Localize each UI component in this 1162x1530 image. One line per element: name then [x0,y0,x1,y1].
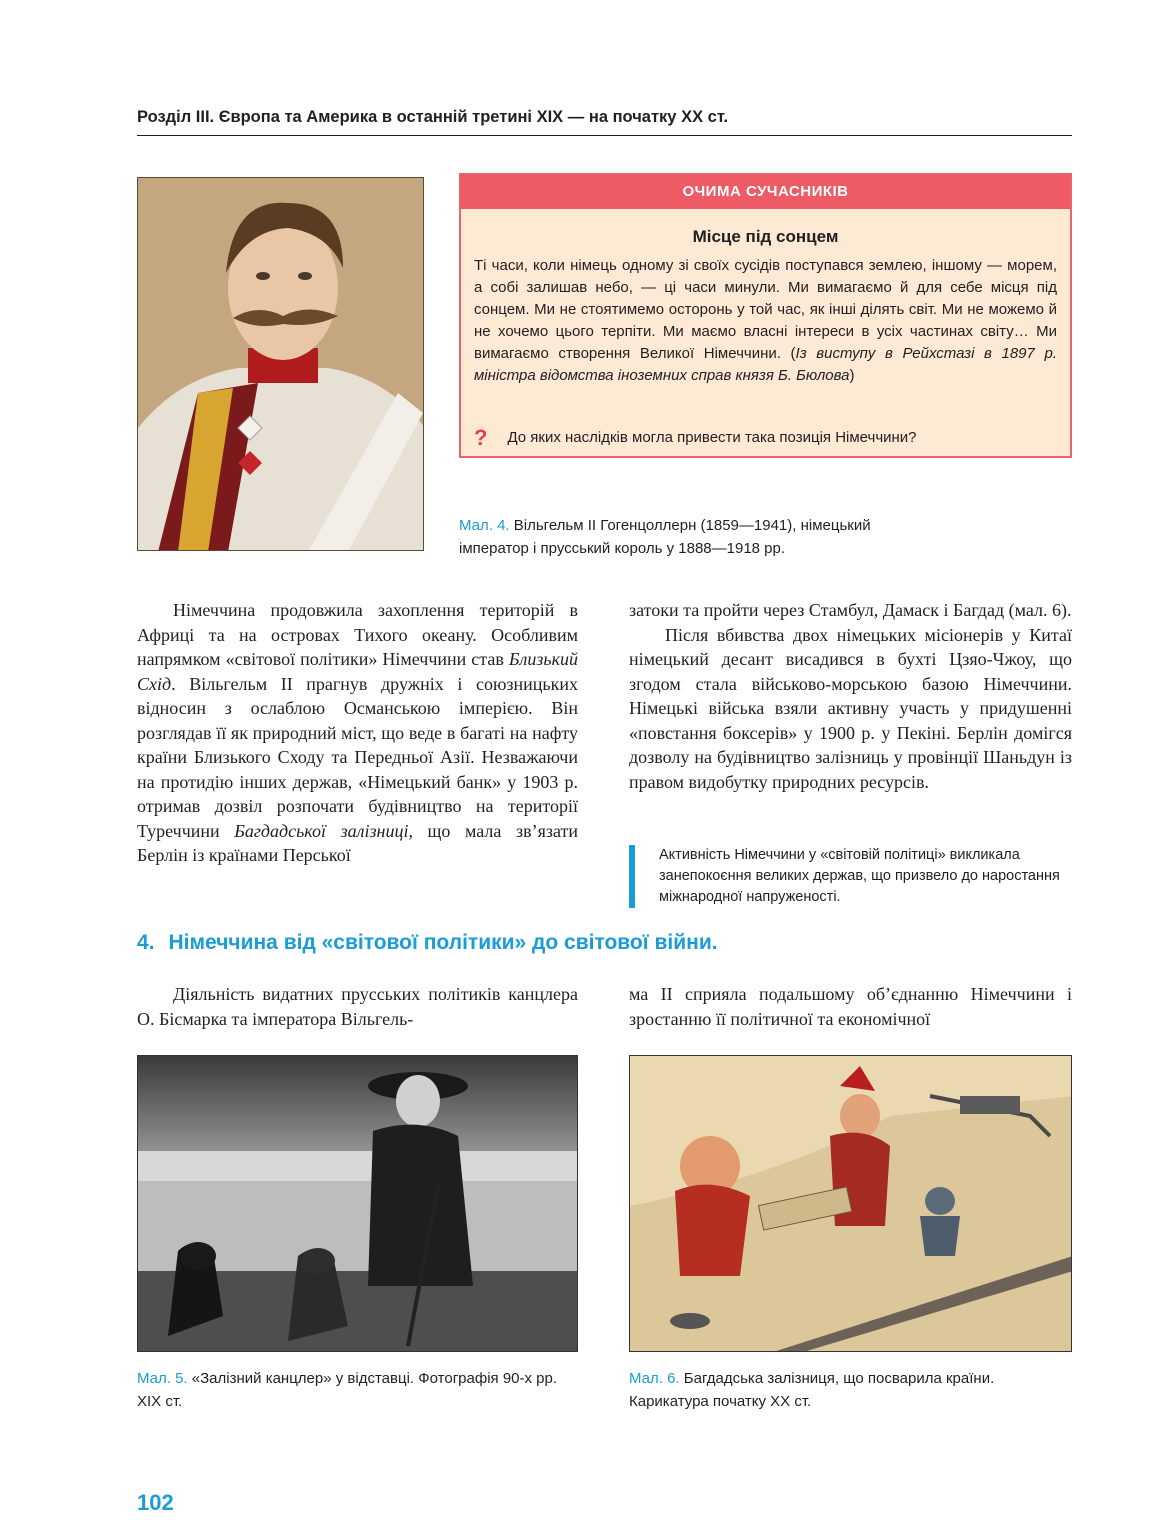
right-column [629,598,1072,794]
sidebar-question [474,425,1057,451]
fig4-caption [459,514,939,560]
fig4-label: Мал. 4. [459,517,510,534]
quote-source: Із виступу в Рейхстазі в 1897 р. міністра відомства іноземних справ князя Б. Бюлова [474,345,1057,384]
page-number: 102 [137,1490,174,1515]
fig4-text: Вільгельм ІІ Гогенцоллерн (1859—1941), німецький імператор і прусський король у 1888—1918 рр. [459,517,871,557]
sidebar-quote [474,255,1057,387]
sidebar-header: ОЧИМА СУЧАСНИКІВ [461,175,1070,209]
left-column [137,598,578,868]
fig5-label: Мал. 5. [137,1370,188,1387]
left-paragraph [137,598,578,868]
fig6-text: Багдадська залізниця, що посварила країни. Карикатура початку ХХ ст. [629,1370,995,1410]
section-left-column [137,982,578,1031]
contemporaries-sidebar [459,173,1072,458]
left-text-b: . Вільгельм ІІ прагнув дружніх і союзницьких відносин з ослаблою Османською імперією. Він розглядав її як природний міст, що веде в багаті на нафту країни Близького Сходу та Передньої Азії. Незважаючи на протидію інших держав, «Німецький банк» у 1903 р. отримав дозвіл розпочати будівництво на території Туреччини [137,673,578,841]
right-paragraph-1: затоки та пройти через Стамбул, Дамаск і Багдад (мал. 6). [629,600,1072,620]
running-head: Розділ ІІІ. Європа та Америка в останній третині ХІХ — на початку ХХ ст. [137,108,1072,136]
fig5-caption [137,1367,578,1413]
left-text-c: , що мала зв’язати Берлін із країнами Перської [137,820,579,865]
fig6-label: Мал. 6. [629,1370,680,1387]
right-paragraph-2: Після вбивства двох німецьких місіонерів у Китаї німецький десант висадився в бухті Цзяо-Чжоу, що згодом стала військово-морською базою Німеччини. Німецькі війська взяли активну участь у придушенні «повстання боксерів» у 1900 р. у Пекіні. Берлін домігся дозволу на будівництво залізниць у провінції Шаньдун із правом видобутку природних ресурсів. [629,624,1072,792]
summary-note: Активність Німеччини у «світовій політиці» викликала занепокоєння великих держав, що призвело до наростання міжнародної напруженості. [629,845,1072,908]
sidebar-title: Місце під сонцем [692,227,839,246]
quote-source-close: ) [849,367,855,384]
section-right-column [629,982,1072,1031]
section-heading [137,931,718,955]
section-number: 4. [137,931,155,954]
left-text-a: Німеччина продовжила захоплення територій в Африці та на островах Тихого океану. Особливим напрямком «світової політики» Німеччини став [137,600,578,669]
portrait-image [137,177,424,551]
section-right-paragraph: ма ІІ сприяла подальшому об’єднанню Німеччини і зростанню її політичної та економічної [629,984,1072,1029]
near-east-term: Близький Схід [137,649,578,694]
quote-text: Ті часи, коли німець одному зі своїх сусідів поступався землею, іншому — морем, а собі залишав небо, — ці часи минули. Ми вимагаємо й для себе місця під сонцем. Ми не стоятимемо осторонь у той час, як інші ділять світ. Ми не можемо й не хочемо цього терпіти. Ми маємо власні інтереси в усіх частинах світу… Ми вимагаємо створення Великої Німеччини. ( [474,257,1057,362]
section-left-paragraph: Діяльність видатних прусських політиків канцлера О. Бісмарка та імператора Вільгель- [137,984,578,1029]
question-icon: ? [474,425,488,450]
question-text: До яких наслідків могла привести така позиція Німеччини? [507,428,917,446]
bismarck-photo [137,1055,578,1352]
section-title: Німеччина від «світової політики» до світової війни. [168,931,718,954]
baghdad-railway-term: Багдадської залізниці [234,820,409,841]
fig6-caption [629,1367,1072,1413]
fig5-text: «Залізний канцлер» у відставці. Фотографія 90-х рр. ХІХ ст. [137,1370,558,1410]
cartoon-image [629,1055,1072,1352]
